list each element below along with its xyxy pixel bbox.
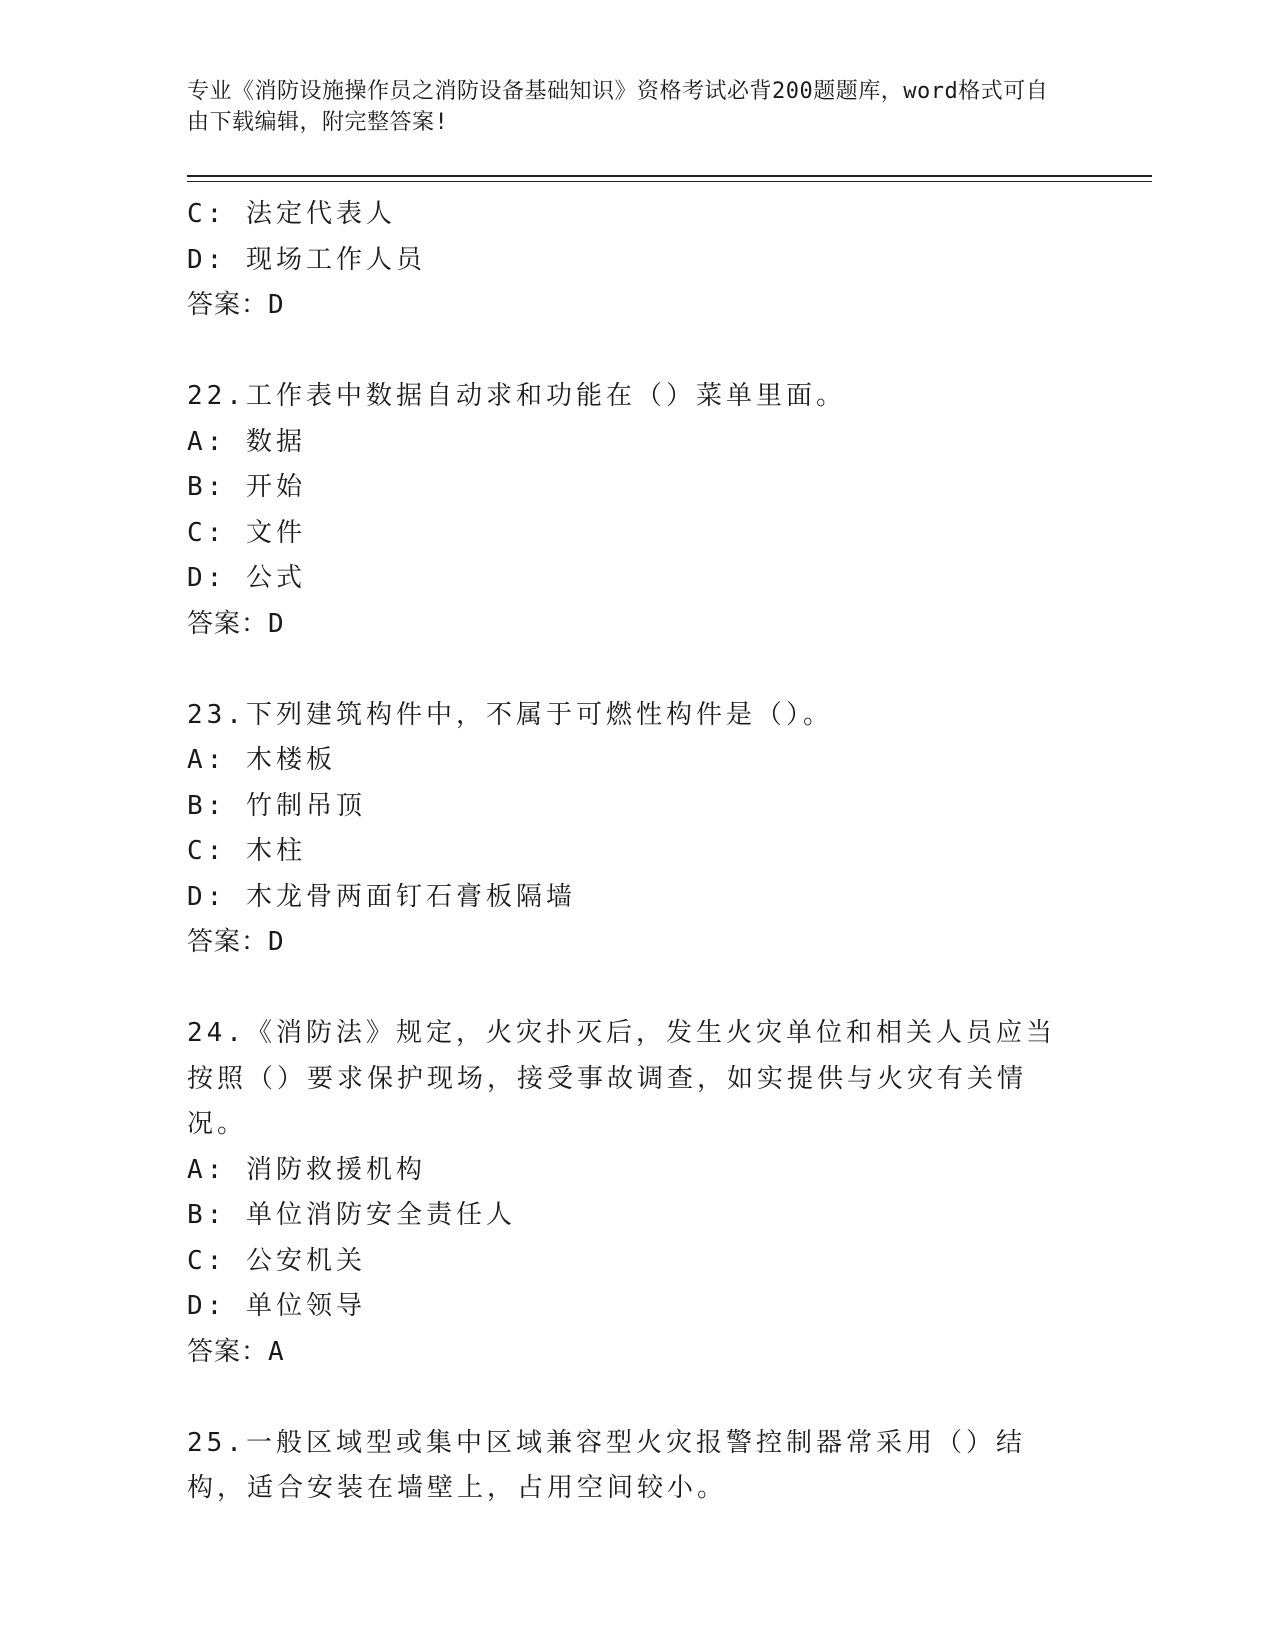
question-stem: 23.下列建筑构件中，不属于可燃性构件是（）。	[187, 699, 833, 730]
option-c: C: 文件	[187, 517, 306, 548]
option-b: B: 竹制吊顶	[187, 790, 366, 821]
option-d: D: 公式	[187, 563, 306, 593]
option-c: C: 公安机关	[187, 1245, 366, 1276]
option-c: C: 木柱	[187, 836, 306, 866]
answer: 答案：A	[187, 1336, 285, 1367]
document-header: 专业《消防设施操作员之消防设备基础知识》资格考试必背200题题库，word格式可自由下载编辑，附完整答案!	[187, 79, 1049, 135]
option-b: B: 单位消防安全责任人	[187, 1200, 516, 1230]
answer: 答案：D	[187, 927, 285, 957]
option-d: D: 木龙骨两面钉石膏板隔墙	[187, 881, 576, 912]
question-list	[187, 192, 1077, 1512]
question-24	[187, 1011, 1077, 1375]
option-a: A: 数据	[187, 426, 306, 457]
option-c: C: 法定代表人	[187, 199, 396, 229]
option-b: B: 开始	[187, 472, 306, 502]
question-stem: 24.《消防法》规定，火灾扑灭后，发生火灾单位和相关人员应当按照（）要求保护现场，接受事故调查，如实提供与火灾有关情况。	[187, 1018, 1056, 1139]
question-22	[187, 374, 1077, 647]
answer: 答案：D	[187, 290, 285, 320]
header-divider-thin	[187, 181, 1152, 182]
question-25	[187, 1421, 1077, 1512]
previous-question-tail	[187, 192, 1077, 329]
option-d: D: 现场工作人员	[187, 244, 426, 275]
answer: 答案：D	[187, 608, 285, 639]
header-divider-thick	[187, 175, 1152, 177]
option-a: A: 木楼板	[187, 745, 336, 775]
option-d: D: 单位领导	[187, 1291, 366, 1321]
question-stem: 22.工作表中数据自动求和功能在（）菜单里面。	[187, 381, 846, 411]
option-a: A: 消防救援机构	[187, 1154, 426, 1185]
question-23	[187, 693, 1077, 966]
question-stem: 25.一般区域型或集中区域兼容型火灾报警控制器常采用（）结构，适合安装在墙壁上，占用空间较小。	[187, 1427, 1026, 1503]
